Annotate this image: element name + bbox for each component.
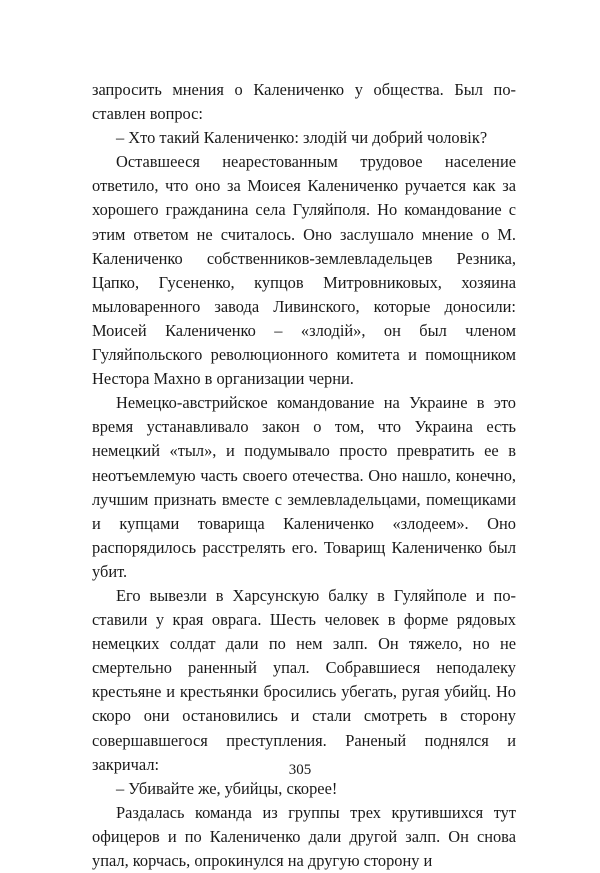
main-text bbox=[92, 78, 516, 873]
paragraph-2-quote: – Хто такий Калениченко: злодій чи добрий чоловік? bbox=[116, 128, 488, 148]
paragraph-4: Немецко-австрийское командование на Украине в это время устанавливало закон о том, что Украина есть немецкий «тыл», и подумывало просто превратить ее в неотъемлемую часть своего отечества. Оно нашло, конечно, лучшим признать вместе с землевладельцами, помещиками и купцами товарища Калениченко «злодеем». Оно распорядилось расстрелять его. Товарищ Калениченко был убит. bbox=[92, 393, 516, 581]
paragraph-3: Оставшееся неарестованным трудовое население ответило, что оно за Моисея Калениченко ручается как за хорошего гражданина села Гуляйполя. Но командование с этим ответом не считалось. Оно заслушало мнение о М. Калениченко собственников-землевладельцев Резника, Цапко, Гусененко, купцов Митровниковых, хозяина мыловаренного завода Ливинского, которые доносили: Моисей Калениченко – «злодій», он был членом Гуляйпольского революционного комитета и помощником Нестора Махно в организации черни. bbox=[92, 152, 516, 389]
paragraph-5: Его вывезли в Харсунскую балку в Гуляйполе и поставили у края оврага. Шесть человек в форме рядовых немецких солдат дали по нем залп. Он тяжело, но не смертельно раненный упал. Собравшиеся неподалеку крестьяне и крестьянки бросились убегать, ругая убийц. Но скоро они остановились и стали смотреть в сторону совершавшегося преступления. Раненый поднялся и закричал: bbox=[92, 585, 516, 774]
paragraph-7: Раздалась команда из группы трех крутившихся тут офицеров и по Калениченко дали другой залп. Он снова упал, корчась, опрокинулся на другую сторону и bbox=[92, 802, 516, 870]
page-body bbox=[92, 78, 516, 873]
paragraph-1: запросить мнения о Калениченко у общества. Был поставлен вопрос: bbox=[92, 80, 516, 124]
paragraph-6-quote: – Убивайте же, убийцы, скорее! bbox=[116, 778, 338, 798]
page-number: 305 bbox=[288, 762, 312, 778]
